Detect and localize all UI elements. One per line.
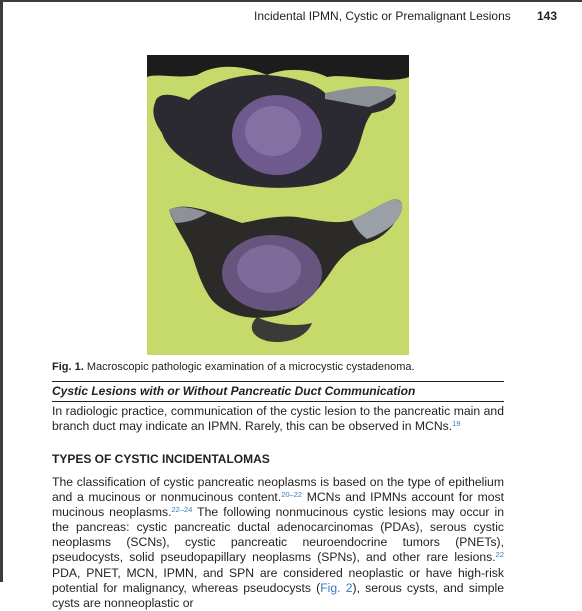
figure-reference-link[interactable]: Fig. 2 [320,580,353,595]
reference-link[interactable]: 22 [495,550,504,560]
page-number: 143 [537,9,558,23]
section-paragraph: The classification of cystic pancreatic neoplasms is based on the type of epithelium and a mucinous or nonmucinous content.$^{20-22}$ MCNs and IPMNs account for most mucinous neoplasms.$^{22-24}$ The following nonmucinous cystic lesions may occur in the pancreas: cystic pancreatic ductal adenocarcinomas (PDAs), serous cystic neoplasms (SCNs), cystic pancreatic neuroendocrine tumors (PNETs), pseudocysts, solid pseudopapillary neoplasms (SPNs), and other rare lesions.$^{22}$ PDA, PNET, MCN, IPMN, and SPN are considered neoplastic or have high-risk potential for malignancy, whereas pseudocysts (Fig. 2), serous cysts, and simple cysts are nonneoplastic or [52,475,504,610]
reference-link[interactable]: 19 [452,419,461,429]
reference-link[interactable]: 22–24 [171,505,193,515]
figure-photo-microcystic-cystadenoma [147,55,409,355]
heading-rule-bottom [52,401,504,402]
subsection-text: In radiologic practice, communication of the cystic lesion to the pancreatic main and branch duct may indicate an IPMN. Rarely, this can be observed in MCNs. [52,404,504,434]
figure-caption [52,361,415,373]
section-heading: TYPES OF CYSTIC INCIDENTALOMAS [52,452,270,466]
figure-label: Fig. 1. [52,361,84,373]
page-frame-left [0,0,3,582]
specimen-photo [147,55,409,355]
figure-caption-text: Macroscopic pathologic examination of a microcystic cystadenoma. [86,361,415,373]
page-frame-top [0,0,582,2]
heading-rule-top [52,381,504,382]
reference-link[interactable]: 20–22 [281,490,303,500]
subsection-paragraph [52,404,504,434]
subsection-heading: Cystic Lesions with or Without Pancreatic Duct Communication [52,384,416,398]
running-title: Incidental IPMN, Cystic or Premalignant Lesions [254,9,511,23]
